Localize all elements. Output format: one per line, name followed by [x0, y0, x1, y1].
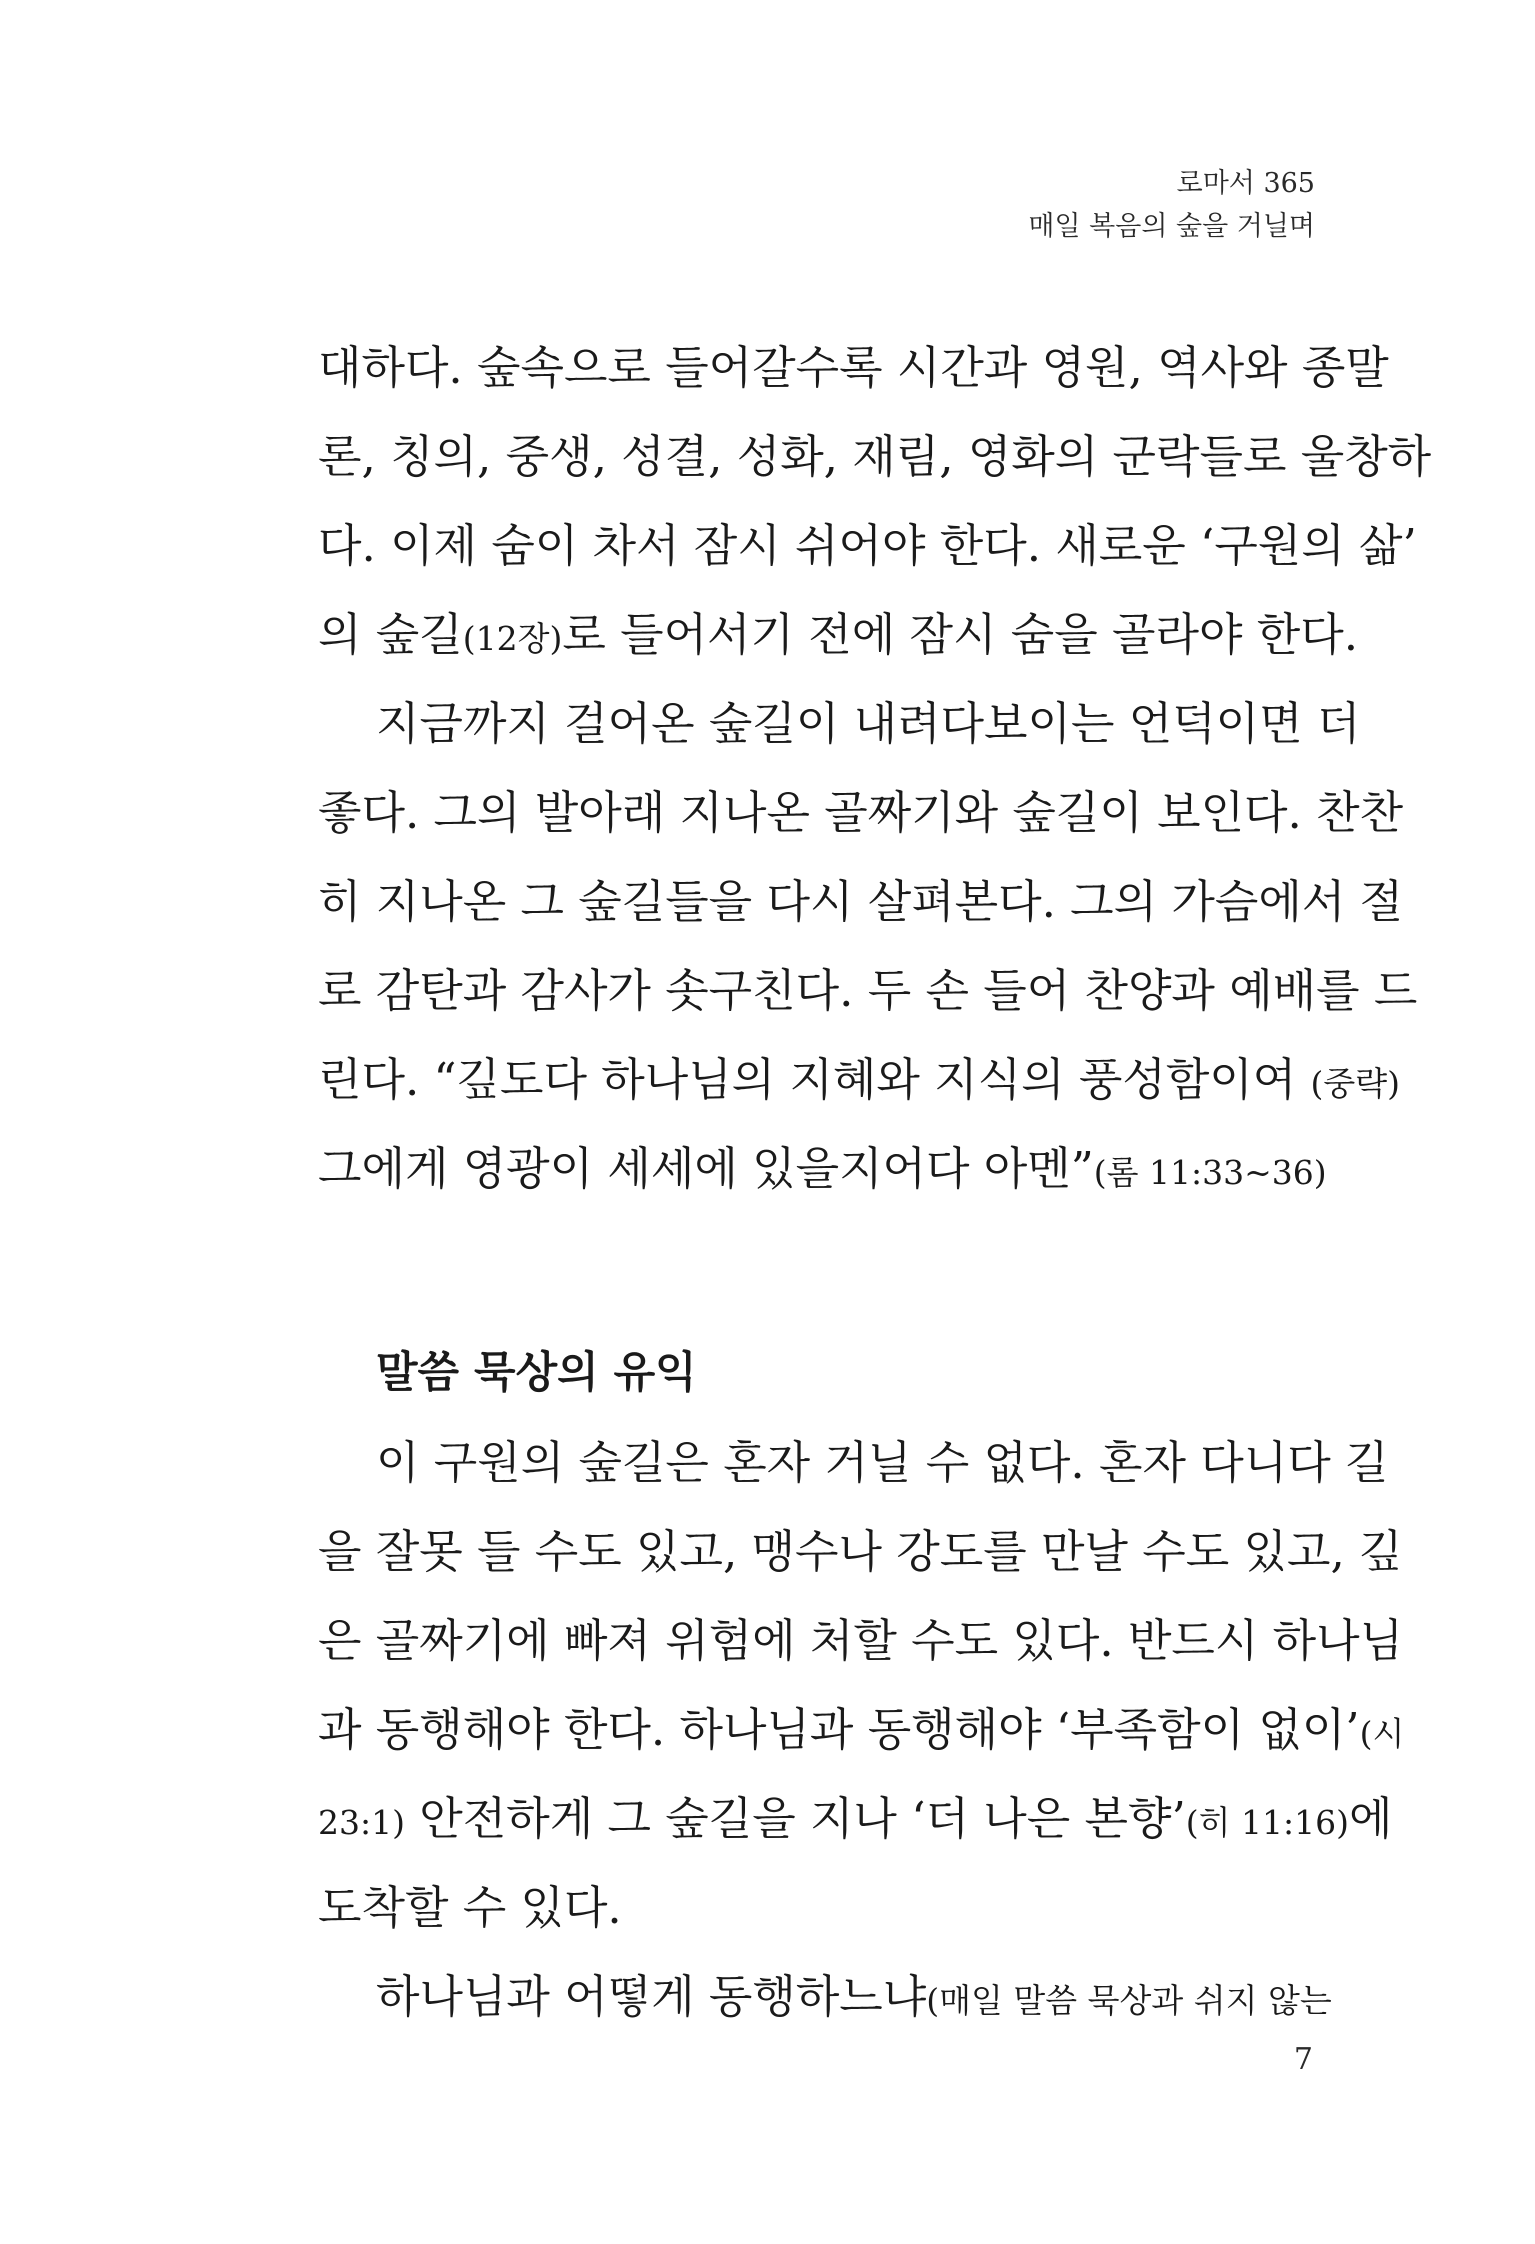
text-line [318, 1035, 1401, 1124]
text-line: 히 지나온 그 숲길들을 다시 살펴본다. 그의 가슴에서 절 [318, 875, 1404, 928]
text-line [318, 1685, 1405, 1774]
text-run: 의 숲길 [318, 608, 463, 661]
scripture-reference: (히 11:16) [1185, 1803, 1349, 1842]
running-head [1028, 162, 1315, 248]
text-run: 과 동행해야 한다. 하나님과 동행해야 ‘부족함이 없이’ [318, 1703, 1360, 1756]
text-run: 린다. “깊도다 하나님의 지혜와 지식의 풍성함이여 [318, 1053, 1311, 1106]
text-line: 은 골짜기에 빠져 위험에 처할 수도 있다. 반드시 하나님 [318, 1614, 1404, 1667]
body-text [318, 323, 1432, 2041]
scripture-reference: (롬 11:33~36) [1093, 1153, 1327, 1192]
text-run: 로 들어서기 전에 잠시 숨을 골라야 한다. [562, 608, 1358, 661]
text-line: 다. 이제 숨이 차서 잠시 쉬어야 한다. 새로운 ‘구원의 삶’ [318, 519, 1417, 572]
text-line: 도착할 수 있다. [318, 1881, 622, 1934]
parenthetical-note: (매일 말씀 묵상과 쉬지 않는 [926, 1981, 1332, 2020]
text-line: 론, 칭의, 중생, 성결, 성화, 재림, 영화의 군락들로 울창하 [318, 430, 1432, 483]
text-run: 그에게 영광이 세세에 있을지어다 아멘” [318, 1142, 1094, 1195]
chapter-reference: (12장) [462, 619, 563, 658]
page-number: 7 [1293, 2042, 1313, 2077]
text-line [318, 1124, 1327, 1213]
scripture-reference: (시 [1359, 1714, 1405, 1753]
text-line: 좋다. 그의 발아래 지나온 골짜기와 숲길이 보인다. 찬찬 [318, 786, 1404, 839]
text-run: 에 [1349, 1792, 1393, 1845]
omission-note: (중략) [1310, 1064, 1401, 1103]
paragraph-start-line: 지금까지 걸어온 숲길이 내려다보이는 언덕이면 더 [376, 697, 1361, 750]
book-title: 로마서 365 [1176, 168, 1315, 199]
text-line: 로 감탄과 감사가 솟구친다. 두 손 들어 찬양과 예배를 드 [318, 964, 1418, 1017]
scripture-reference: 23:1) [318, 1803, 405, 1842]
text-line: 을 잘못 들 수도 있고, 맹수나 강도를 만날 수도 있고, 깊 [318, 1525, 1403, 1578]
paragraph-start-line [318, 1952, 1332, 2041]
paragraph-start-line: 이 구원의 숲길은 혼자 거닐 수 없다. 혼자 다니다 길 [376, 1436, 1389, 1489]
text-line: 대하다. 숲속으로 들어갈수록 시간과 영원, 역사와 종말 [318, 341, 1389, 394]
text-line [318, 1774, 1393, 1863]
text-run: 하나님과 어떻게 동행하느냐 [376, 1970, 927, 2023]
section-heading: 말씀 묵상의 유익 [376, 1348, 697, 1398]
text-run: 안전하게 그 숲길을 지나 ‘더 나은 본향’ [404, 1792, 1186, 1845]
section-gap [318, 1213, 1318, 1329]
book-subtitle: 매일 복음의 숲을 거닐며 [1028, 211, 1315, 242]
text-line [318, 590, 1358, 679]
